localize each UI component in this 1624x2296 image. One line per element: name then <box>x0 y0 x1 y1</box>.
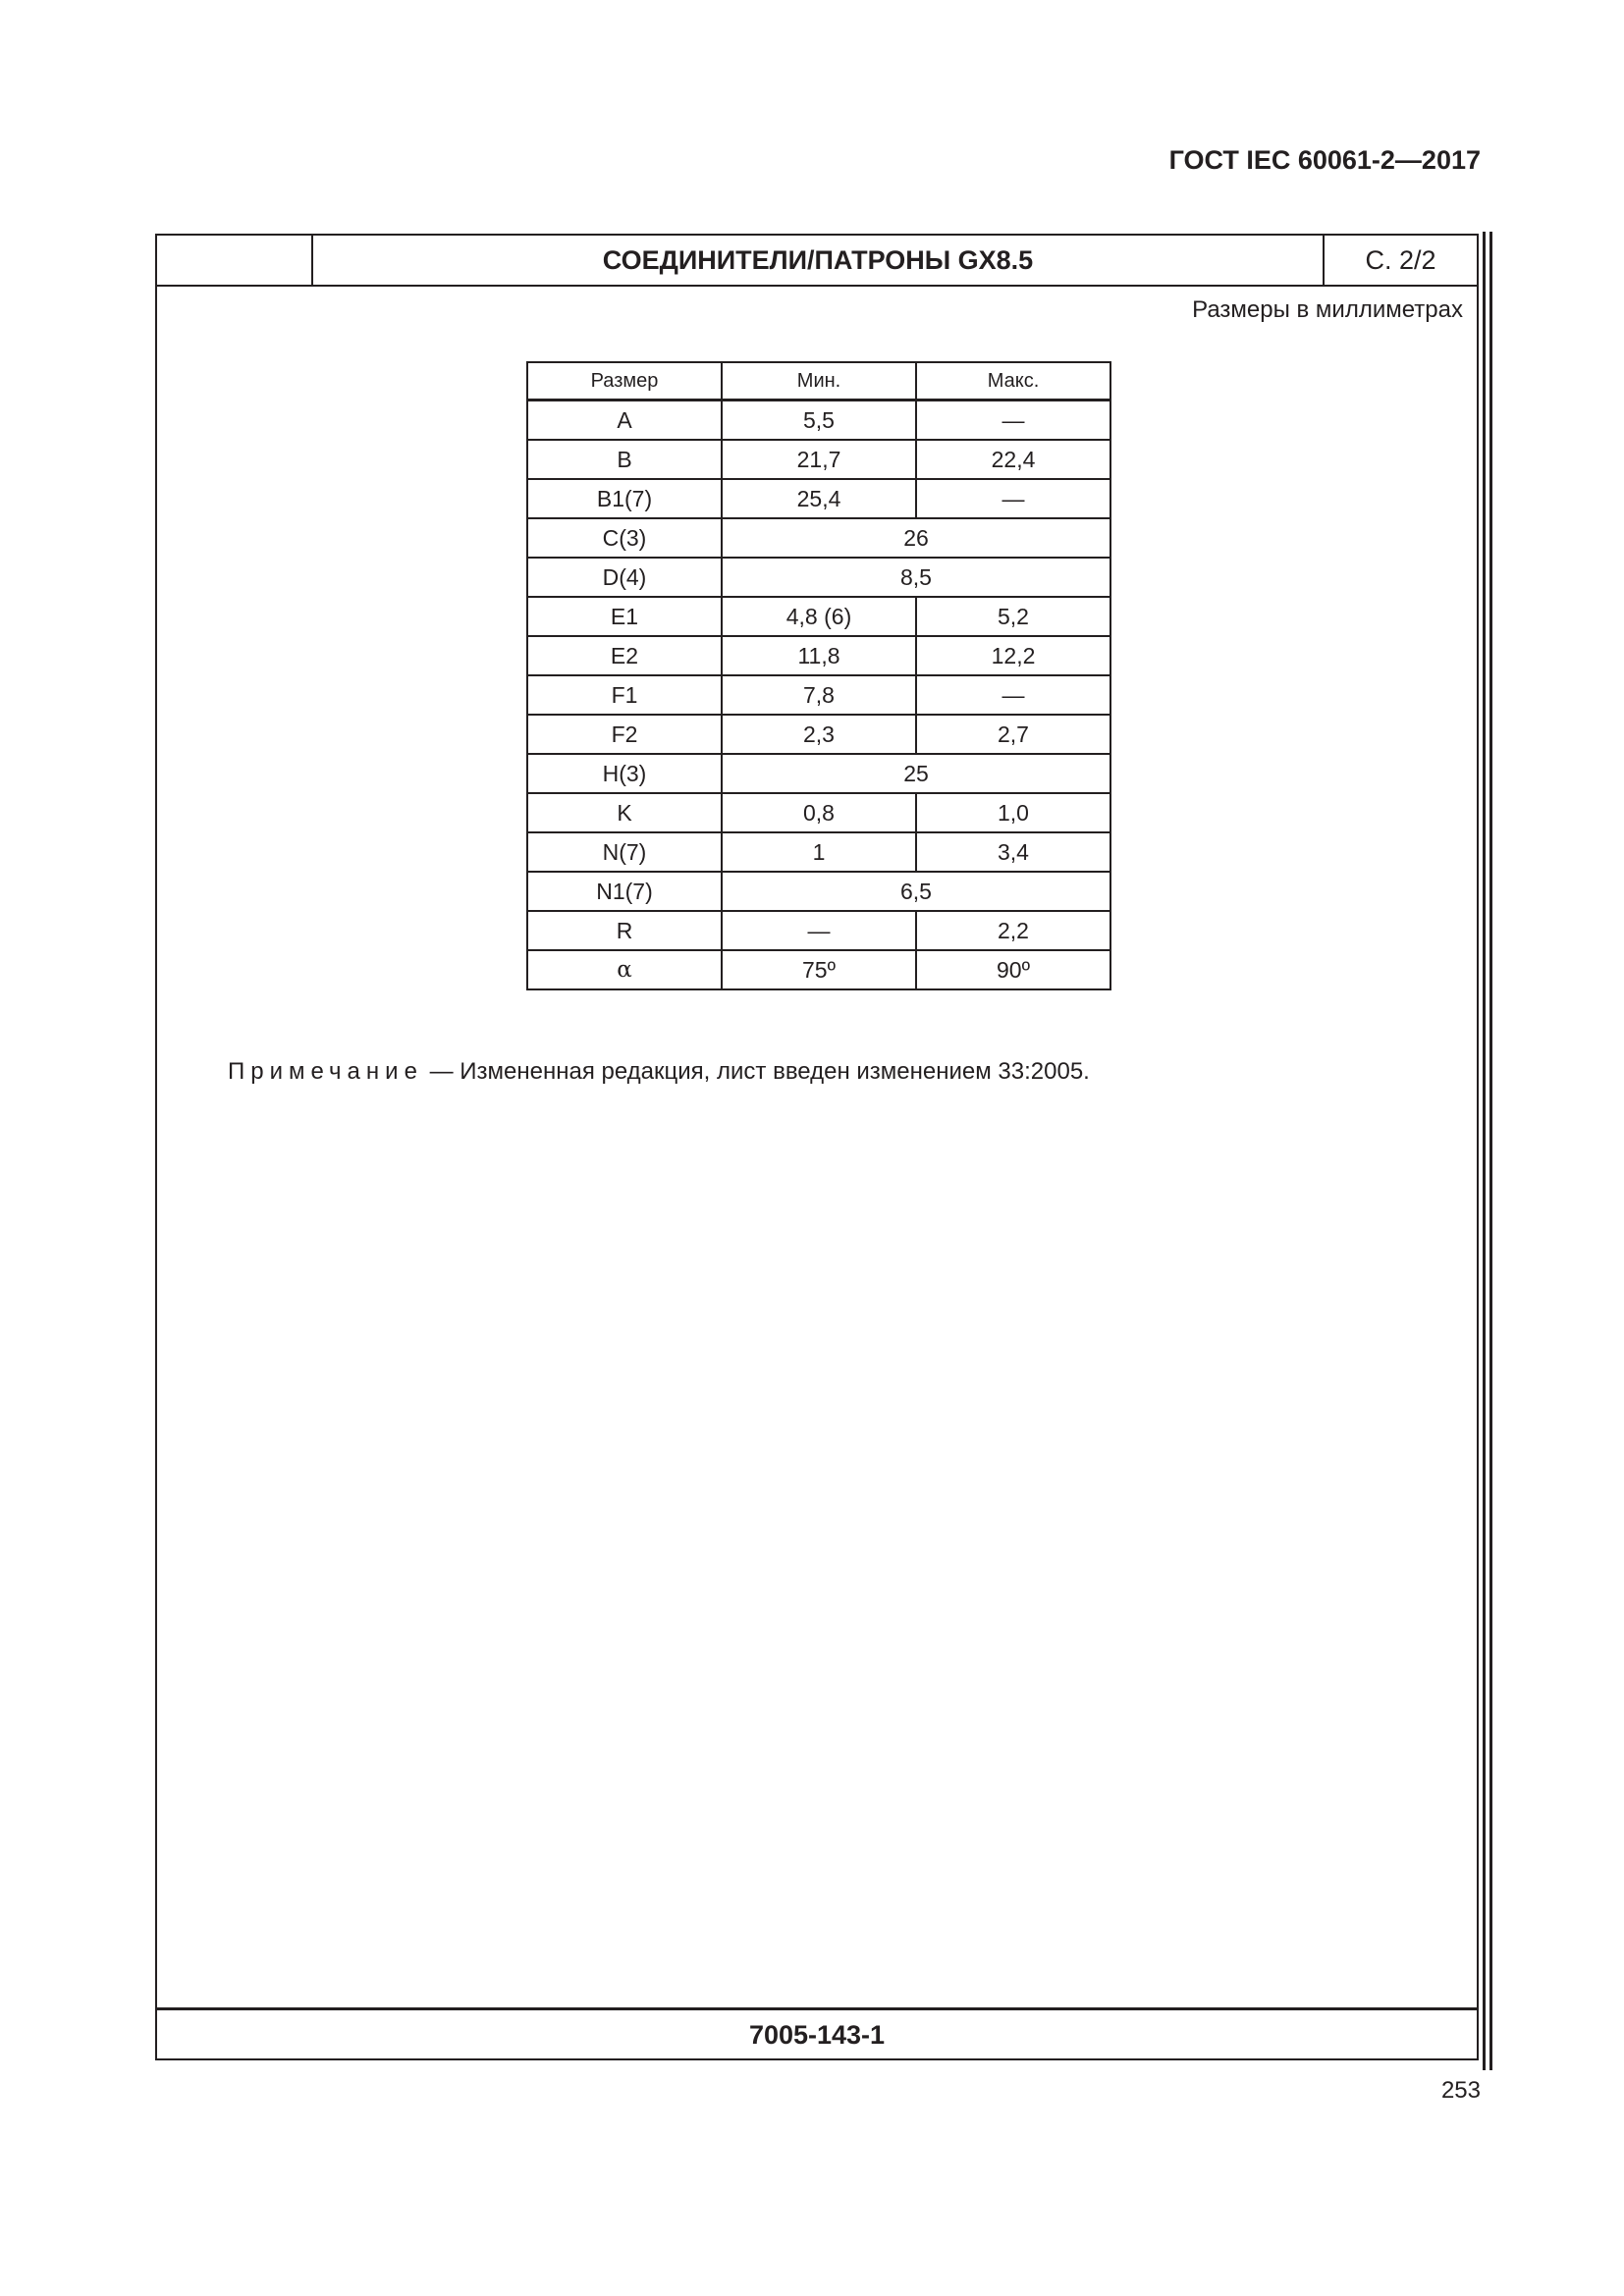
cell-max: 2,2 <box>916 911 1110 950</box>
cell-value: 8,5 <box>722 558 1110 597</box>
title-row <box>157 236 1477 287</box>
cell-dim: K <box>527 793 722 832</box>
cell-min: 11,8 <box>722 636 916 675</box>
table-row <box>527 518 1110 558</box>
cell-min: 2,3 <box>722 715 916 754</box>
footnote <box>228 1058 1090 1086</box>
table-row <box>527 754 1110 793</box>
cell-min: 1 <box>722 832 916 872</box>
cell-max: 3,4 <box>916 832 1110 872</box>
cell-min: 4,8 (6) <box>722 597 916 636</box>
table-row <box>527 715 1110 754</box>
cell-max: 22,4 <box>916 440 1110 479</box>
dimensions-table <box>526 361 1111 990</box>
cell-dim: R <box>527 911 722 950</box>
footnote-dash: — <box>429 1058 454 1085</box>
cell-dim: N(7) <box>527 832 722 872</box>
cell-dim: α <box>527 950 722 989</box>
cell-dim: B1(7) <box>527 479 722 518</box>
cell-dim: H(3) <box>527 754 722 793</box>
cell-value: 25 <box>722 754 1110 793</box>
header-size: Размер <box>527 362 722 400</box>
footnote-label: Примечание <box>228 1058 423 1085</box>
standard-designation: ГОСТ IEC 60061-2—2017 <box>1168 145 1481 175</box>
cell-min: — <box>722 911 916 950</box>
cell-dim: C(3) <box>527 518 722 558</box>
table-row <box>527 400 1110 441</box>
table-row <box>527 440 1110 479</box>
table-row <box>527 636 1110 675</box>
page-number: 253 <box>1440 2077 1481 2104</box>
cell-min: 0,8 <box>722 793 916 832</box>
cell-max: 12,2 <box>916 636 1110 675</box>
frame-binding-lines <box>1483 232 1492 2070</box>
cell-dim: B <box>527 440 722 479</box>
table-header-row <box>527 362 1110 400</box>
table-row <box>527 793 1110 832</box>
cell-dim: E1 <box>527 597 722 636</box>
cell-dim: D(4) <box>527 558 722 597</box>
cell-max: — <box>916 675 1110 715</box>
cell-dim: N1(7) <box>527 872 722 911</box>
table-row <box>527 479 1110 518</box>
cell-value: 26 <box>722 518 1110 558</box>
title-cell-empty <box>157 236 313 285</box>
sheet-frame <box>155 234 1479 2060</box>
table-row <box>527 675 1110 715</box>
sheet-page-label: С. 2/2 <box>1365 245 1436 275</box>
cell-min: 21,7 <box>722 440 916 479</box>
footnote-text: Измененная редакция, лист введен изменением 33:2005. <box>460 1058 1090 1085</box>
table-row <box>527 597 1110 636</box>
table-row <box>527 950 1110 989</box>
table-row <box>527 558 1110 597</box>
cell-min: 5,5 <box>722 400 916 441</box>
cell-max: 5,2 <box>916 597 1110 636</box>
sheet-number: 7005-143-1 <box>157 2007 1477 2058</box>
cell-min: 75º <box>722 950 916 989</box>
header-max: Макс. <box>916 362 1110 400</box>
cell-value: 6,5 <box>722 872 1110 911</box>
cell-dim: F2 <box>527 715 722 754</box>
table-row <box>527 832 1110 872</box>
sheet-title: СОЕДИНИТЕЛИ/ПАТРОНЫ GX8.5 <box>313 236 1325 285</box>
cell-min: 7,8 <box>722 675 916 715</box>
cell-max: — <box>916 400 1110 441</box>
cell-max: 2,7 <box>916 715 1110 754</box>
units-note: Размеры в миллиметрах <box>1192 296 1463 323</box>
table-row <box>527 911 1110 950</box>
cell-max: 1,0 <box>916 793 1110 832</box>
cell-max: — <box>916 479 1110 518</box>
table-row <box>527 872 1110 911</box>
cell-dim: A <box>527 400 722 441</box>
cell-max: 90º <box>916 950 1110 989</box>
cell-dim: F1 <box>527 675 722 715</box>
cell-dim: E2 <box>527 636 722 675</box>
cell-min: 25,4 <box>722 479 916 518</box>
header-min: Мин. <box>722 362 916 400</box>
